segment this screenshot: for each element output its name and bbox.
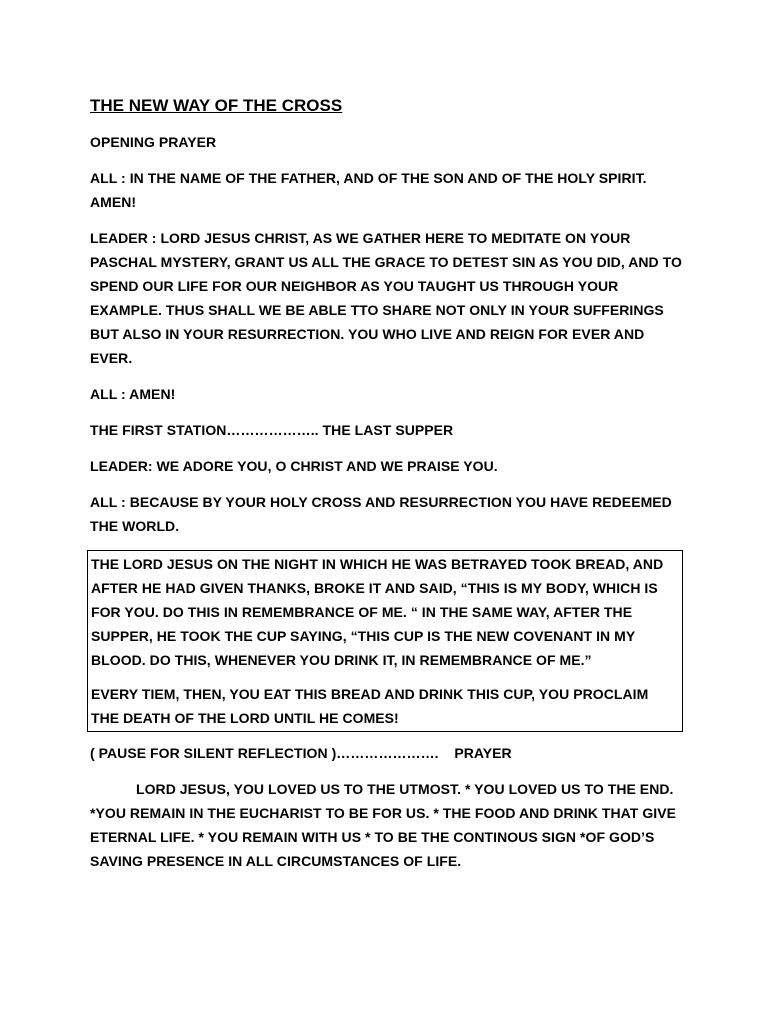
- first-station-heading: THE FIRST STATION……………….. THE LAST SUPPER: [90, 422, 454, 438]
- document-page: [90, 94, 686, 885]
- scripture-box: [87, 550, 683, 732]
- closing-prayer: LORD JESUS, YOU LOVED US TO THE UTMOST. * YOU LOVED US TO THE END. *YOU REMAIN IN THE EUCHARIST TO BE FOR US. * THE FOOD AND DRINK THAT GIVE ETERNAL LIFE. * YOU REMAIN WITH US * TO BE THE CONTINOUS SIGN *OF GOD’S SAVING PRESENCE IN ALL CIRCUMSTANCES OF LIFE.: [90, 781, 676, 869]
- scripture-paragraph-1: THE LORD JESUS ON THE NIGHT IN WHICH HE WAS BETRAYED TOOK BREAD, AND AFTER HE HAD GIVEN THANKS, BROKE IT AND SAID, “THIS IS MY BODY, WHICH IS FOR YOU. DO THIS IN REMEMBRANCE OF ME. “ IN THE SAME WAY, AFTER THE SUPPER, HE TOOK THE CUP SAYING, “THIS CUP IS THE NEW COVENANT IN MY BLOOD. DO THIS, WHENEVER YOU DRINK IT, IN REMEMBRANCE OF ME.”: [91, 556, 664, 668]
- scripture-paragraph-2: EVERY TIEM, THEN, YOU EAT THIS BREAD AND DRINK THIS CUP, YOU PROCLAIM THE DEATH OF THE LORD UNTIL HE COMES!: [91, 686, 649, 726]
- document-title: THE NEW WAY OF THE CROSS: [90, 96, 343, 115]
- opening-prayer-heading: OPENING PRAYER: [90, 134, 217, 150]
- leader-opening-prayer: LEADER : LORD JESUS CHRIST, AS WE GATHER HERE TO MEDITATE ON YOUR PASCHAL MYSTERY, GRANT US ALL THE GRACE TO DETEST SIN AS YOU DID, AND TO SPEND OUR LIFE FOR OUR NEIGHBOR AS YOU TAUGHT US THROUGH YOUR EXAMPLE. THUS SHALL WE BE ABLE TTO SHARE NOT ONLY IN YOUR SUFFERINGS BUT ALSO IN YOUR RESURRECTION. YOU WHO LIVE AND REIGN FOR EVER AND EVER.: [90, 230, 682, 366]
- leader-adore: LEADER: WE ADORE YOU, O CHRIST AND WE PRAISE YOU.: [90, 458, 498, 474]
- all-response: ALL : BECAUSE BY YOUR HOLY CROSS AND RESURRECTION YOU HAVE REDEEMED THE WORLD.: [90, 494, 672, 534]
- pause-prayer-line: ( PAUSE FOR SILENT REFLECTION )…………………. PRAYER: [90, 745, 512, 761]
- all-sign-of-cross: ALL : IN THE NAME OF THE FATHER, AND OF THE SON AND OF THE HOLY SPIRIT. AMEN!: [90, 170, 647, 210]
- all-amen: ALL : AMEN!: [90, 386, 176, 402]
